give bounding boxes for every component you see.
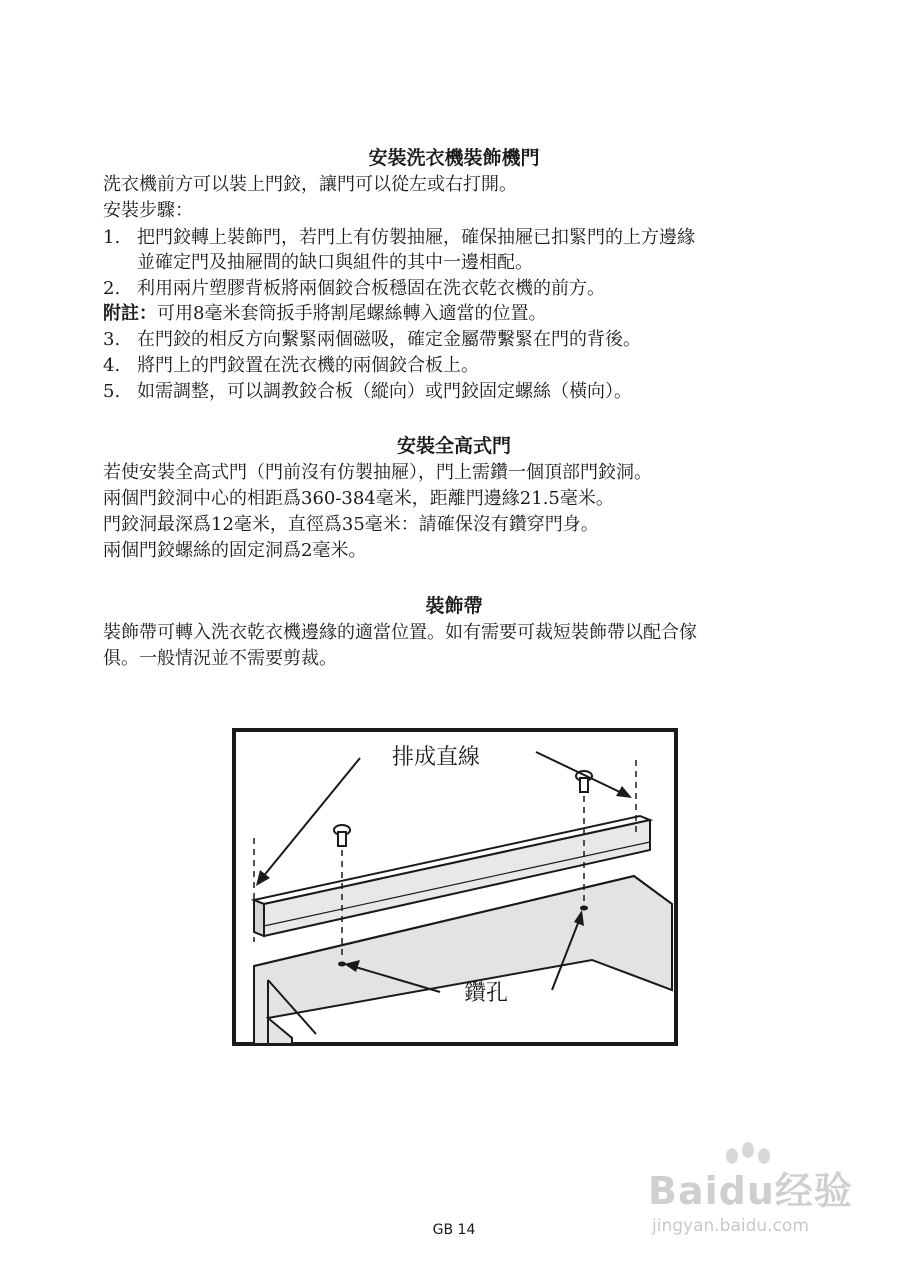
full-door-line-3: 門鉸洞最深爲12毫米，直徑爲35毫米：請確保沒有鑽穿門身。 bbox=[103, 514, 599, 535]
trim-strip-end bbox=[254, 900, 264, 936]
label-drill-hole: 鑽孔 bbox=[464, 981, 509, 1006]
trim-strip-line-1: 裝飾帶可轉入洗衣乾衣機邊緣的適當位置。如有需要可裁短裝飾帶以配合傢 bbox=[103, 622, 697, 643]
step-4 bbox=[103, 354, 843, 378]
step-4-number: 4. bbox=[103, 355, 121, 376]
step-5-number: 5. bbox=[103, 381, 121, 402]
step-4-text: 將門上的門鉸置在洗衣機的兩個鉸合板上。 bbox=[137, 355, 479, 376]
step-2-text: 利用兩片塑膠背板將兩個鉸合板穩固在洗衣乾衣機的前方。 bbox=[137, 278, 605, 299]
baidu-watermark bbox=[648, 1142, 868, 1242]
step-1-number: 1. bbox=[103, 227, 121, 248]
trim-strip-diagram bbox=[232, 728, 678, 1046]
full-door-line-4: 兩個門鉸螺絲的固定洞爲2毫米。 bbox=[103, 540, 367, 561]
steps-label: 安裝步驟： bbox=[103, 200, 193, 221]
step-3 bbox=[103, 328, 843, 352]
note bbox=[103, 302, 843, 326]
step-3-number: 3. bbox=[103, 329, 121, 350]
step-1 bbox=[103, 226, 843, 250]
full-door-line-1: 若使安裝全高式門（門前沒有仿製抽屜），門上需鑽一個頂部門鉸洞。 bbox=[103, 462, 652, 483]
label-align-straight: 排成直線 bbox=[392, 745, 481, 770]
intro-text: 洗衣機前方可以裝上門鉸，讓門可以從左或右打開。 bbox=[103, 174, 517, 195]
step-1-continued: 並確定門及抽屜間的缺口與組件的其中一邊相配。 bbox=[137, 252, 533, 273]
watermark-url: jingyan.baidu.com bbox=[652, 1216, 809, 1236]
trim-strip-line-2: 俱。一般情況並不需要剪裁。 bbox=[103, 648, 337, 669]
note-text: 可用8毫米套筒扳手將割尾螺絲轉入適當的位置。 bbox=[157, 303, 547, 324]
step-1-text: 把門鉸轉上裝飾門，若門上有仿製抽屜，確保抽屜已扣緊門的上方邊緣 bbox=[137, 227, 695, 248]
watermark-logo: Baidu经验 bbox=[648, 1169, 853, 1213]
step-2 bbox=[103, 277, 843, 301]
step-5 bbox=[103, 380, 843, 404]
full-door-line-2: 兩個門鉸洞中心的相距爲360-384毫米，距離門邊緣21.5毫米。 bbox=[103, 488, 614, 509]
diagram-drawing bbox=[232, 728, 678, 1046]
step-3-text: 在門鉸的相反方向繫緊兩個磁吸，確定金屬帶繫緊在門的背後。 bbox=[137, 329, 641, 350]
step-5-text: 如需調整，可以調教鉸合板（縱向）或門鉸固定螺絲（橫向）。 bbox=[137, 381, 632, 402]
section-title-trim-strip: 裝飾帶 bbox=[425, 595, 483, 617]
page-number: GB 14 bbox=[432, 1222, 476, 1238]
section-title-full-height-door: 安裝全高式門 bbox=[396, 435, 511, 457]
note-label: 附註： bbox=[103, 303, 157, 324]
drill-hole-right bbox=[580, 906, 588, 911]
section-title-decor-door: 安裝洗衣機裝飾機門 bbox=[368, 147, 540, 169]
step-2-number: 2. bbox=[103, 278, 121, 299]
